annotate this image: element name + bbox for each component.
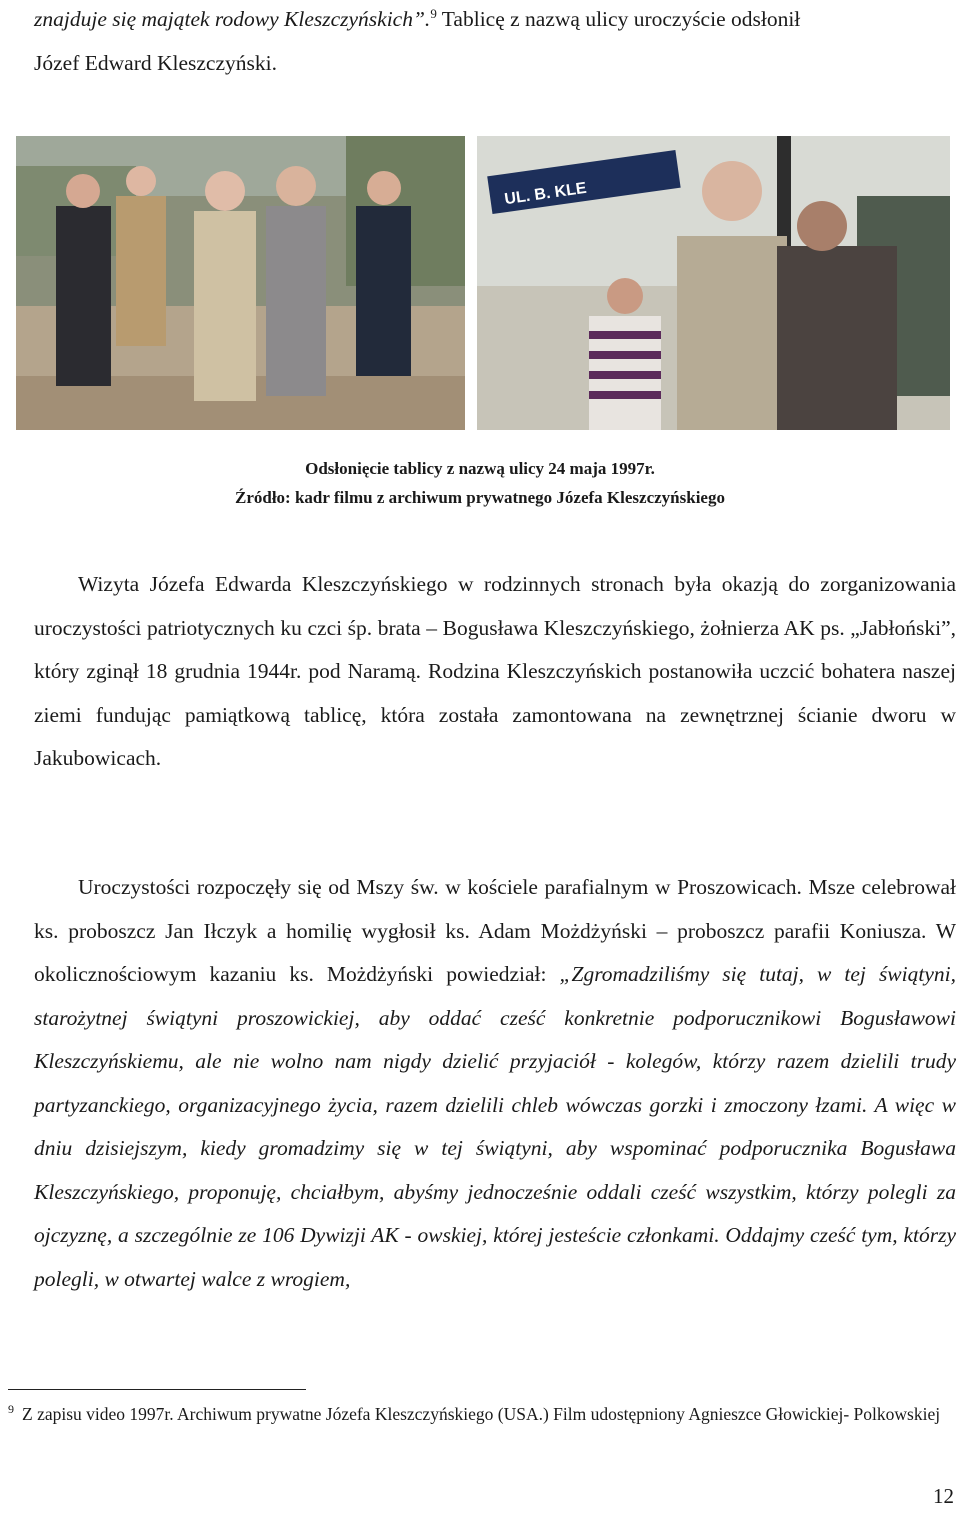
top-text-line-2: Józef Edward Kleszczyński.	[34, 50, 277, 75]
caption-line-2: Źródło: kadr filmu z archiwum prywatnego Józefa Kleszczyńskiego	[235, 488, 725, 507]
footnote	[8, 1402, 956, 1427]
footnote-number: 9	[8, 1402, 14, 1417]
page-number: 12	[933, 1484, 954, 1508]
paragraph-1: Wizyta Józefa Edwarda Kleszczyńskiego w rodzinnych stronach była okazją do zorganizowania uroczystości patriotycznych ku czci śp. brata – Bogusława Kleszczyńskiego, żołnierza AK ps. „Jabłoński”, który zginął 18 grudnia 1944r. pod Naramą. Rodzina Kleszczyńskich postanowiła uczcić bohatera naszej ziemi fundując pamiątkową tablicę, która została zamontowana na zewnętrznej ścianie dworu w Jakubowicach.	[34, 572, 956, 770]
footnote-divider	[8, 1389, 306, 1390]
photo-street-sign-unveiling	[477, 136, 950, 430]
footnote-reference[interactable]: 9	[430, 5, 437, 21]
top-text-line-1: znajduje się majątek rodowy Kleszczyńskich”.$^9$ Tablicę z nazwą ulicy uroczyście odsłonił	[34, 5, 801, 31]
photo-unveiling-illustration	[477, 136, 950, 430]
footnote-text: Z zapisu video 1997r. Archiwum prywatne Józefa Kleszczyńskiego (USA.) Film udostępniony Agnieszce Głowickiej- Polkowskiej	[22, 1404, 941, 1424]
photo-group-of-men	[16, 136, 465, 430]
sermon-quote: „Zgromadziliśmy się tutaj, w tej świątyni, starożytnej świątyni proszowickiej, aby oddać cześć konkretnie podporucznikowi Bogusławowi Kleszczyńskiemu, ale nie wolno nam nigdy dzielić przyjaciół - kolegów, którzy razem dzielili trudy partyzanckiego, organizacyjnego życia, razem dzielili chleb wówczas gorzki i zmoczony łzami. A więc w dniu dzisiejszym, kiedy gromadzimy się w tej świątyni, aby wspominać podporucznika Bogusława Kleszczyńskiego, proponuję, chciałbym, abyśmy jednocześnie oddali cześć wszystkim, którzy polegli za ojczyznę, a szczególnie ze 106 Dywizji AK - owskiej, której jesteście członkami. Oddajmy cześć tym, którzy polegli, w otwartej walce z wrogiem,	[34, 962, 956, 1291]
street-sign-text: UL. B. KLE	[503, 179, 588, 209]
paragraph-2-normal: Uroczystości rozpoczęły się od Mszy św. w kościele parafialnym w Proszowicach. Msze celebrował ks. proboszcz Jan Iłczyk a homilię wygłosił ks. Adam Możdżyński – proboszcz parafii Koniusza. W okolicznościowym kazaniu ks. Możdżyński powiedział:	[34, 875, 956, 986]
paragraph-2	[34, 866, 956, 1301]
photo-group-illustration	[16, 136, 465, 430]
caption-line-1: Odsłonięcie tablicy z nazwą ulicy 24 maja 1997r.	[305, 459, 655, 478]
top-text	[34, 0, 956, 85]
photo-caption	[0, 454, 960, 512]
